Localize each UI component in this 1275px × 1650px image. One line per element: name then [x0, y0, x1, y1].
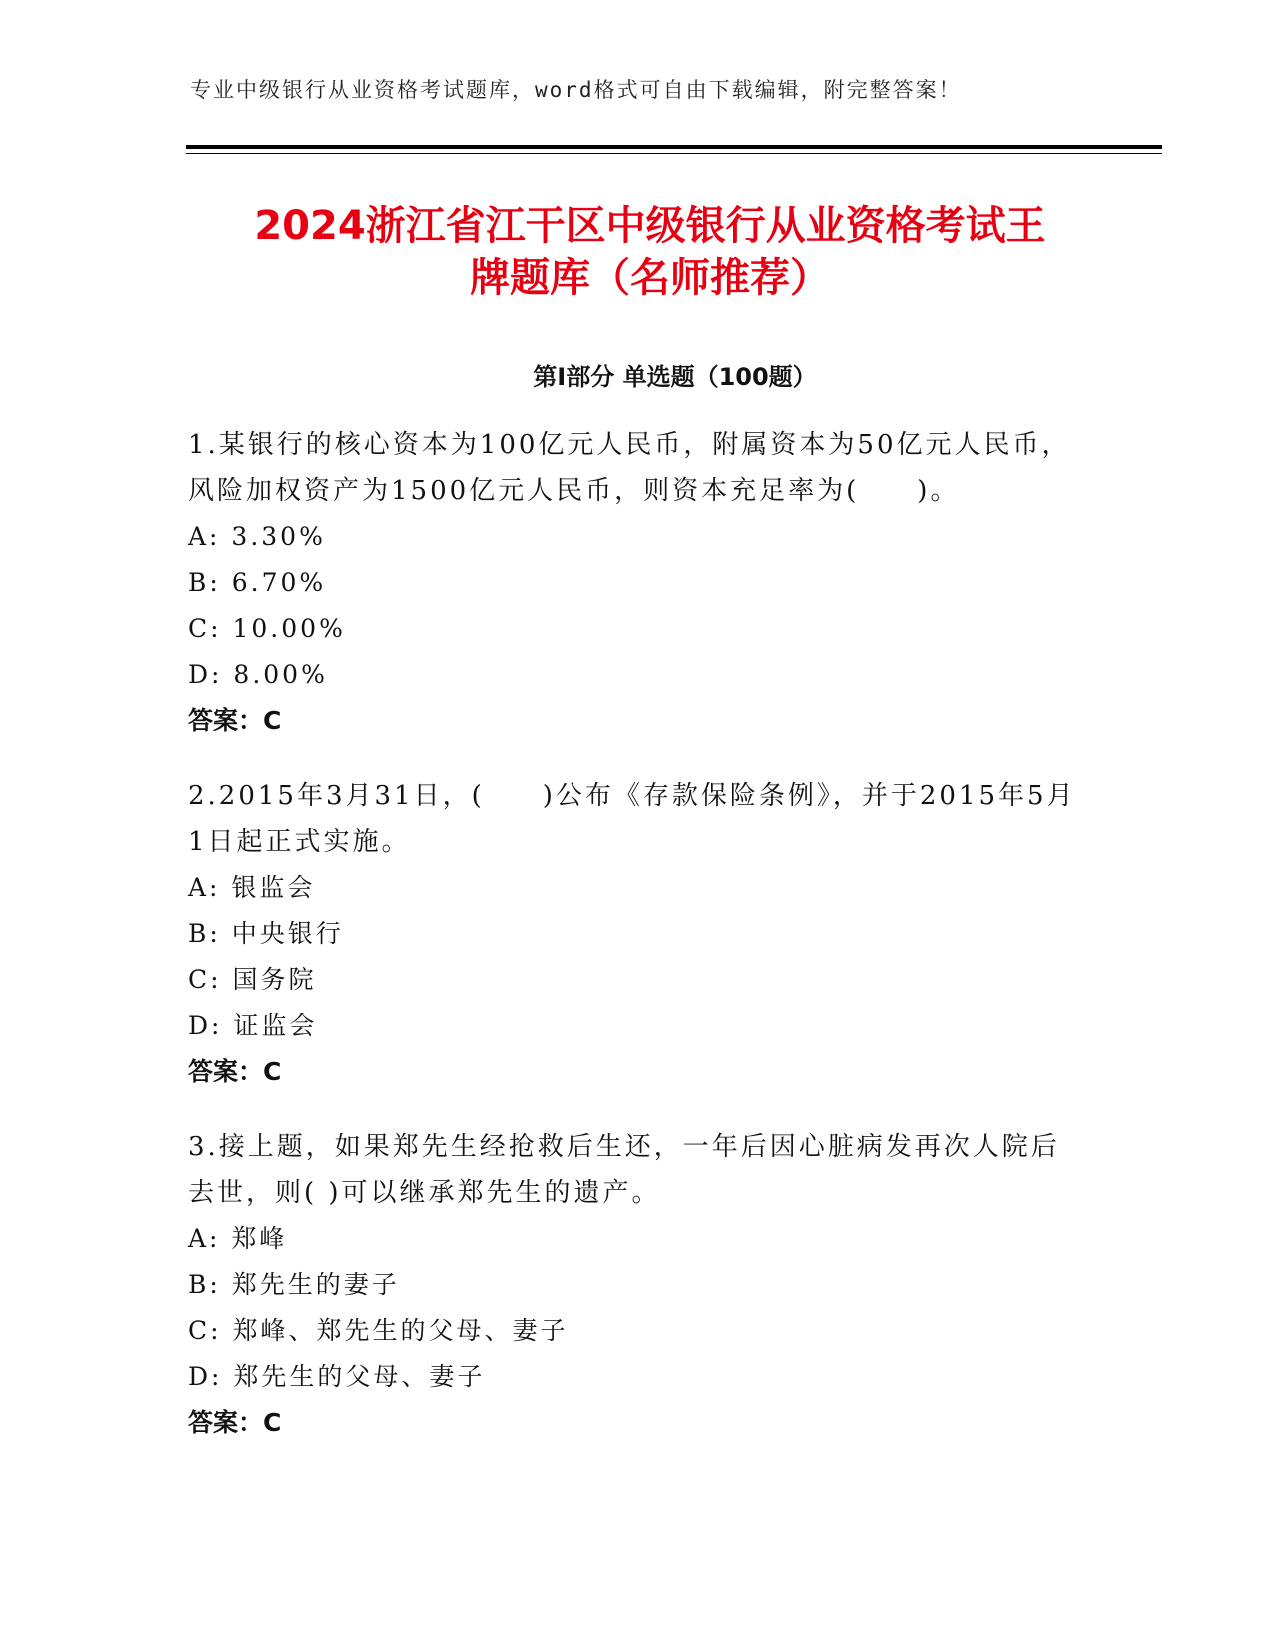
option-b: B: 中央银行 [188, 919, 344, 948]
answer: 答案：C [188, 1057, 282, 1086]
option-b: B: 6.70% [188, 568, 327, 597]
option-d: D: 郑先生的父母、妻子 [188, 1362, 486, 1391]
answer: 答案：C [188, 706, 282, 735]
option-a: A: 郑峰 [188, 1224, 288, 1253]
option-c: C: 郑峰、郑先生的父母、妻子 [188, 1316, 569, 1345]
section-heading: 第Ⅰ部分 单选题（100题） [533, 363, 817, 391]
title-line-1: 2024浙江省江干区中级银行从业资格考试王 [254, 203, 1046, 249]
title-line-2: 牌题库（名师推荐） [470, 255, 830, 301]
question-1 [188, 422, 1088, 744]
option-a: A: 银监会 [188, 873, 316, 902]
header-divider-thick [186, 145, 1162, 149]
option-b: B: 郑先生的妻子 [188, 1270, 400, 1299]
option-c: C: 10.00% [188, 614, 346, 643]
question-text: 3.接上题，如果郑先生经抢救后生还，一年后因心脏病发再次人院后去世，则( )可以继承郑先生的遗产。 [188, 1132, 1060, 1208]
option-d: D: 8.00% [188, 660, 328, 689]
option-d: D: 证监会 [188, 1011, 318, 1040]
header-divider-thin [186, 153, 1162, 154]
page-header: 专业中级银行从业资格考试题库，word格式可自由下载编辑，附完整答案！ [190, 78, 962, 102]
question-2 [188, 773, 1088, 1095]
question-text: 2.2015年3月31日，( )公布《存款保险条例》，并于2015年5月1日起正式实施。 [188, 781, 1076, 857]
answer: 答案：C [188, 1408, 282, 1437]
question-3 [188, 1124, 1088, 1446]
question-text: 1.某银行的核心资本为100亿元人民币，附属资本为50亿元人民币，风险加权资产为1500亿元人民币，则资本充足率为( )。 [188, 430, 1071, 506]
option-c: C: 国务院 [188, 965, 317, 994]
document-title [150, 200, 1150, 304]
option-a: A: 3.30% [188, 522, 326, 551]
